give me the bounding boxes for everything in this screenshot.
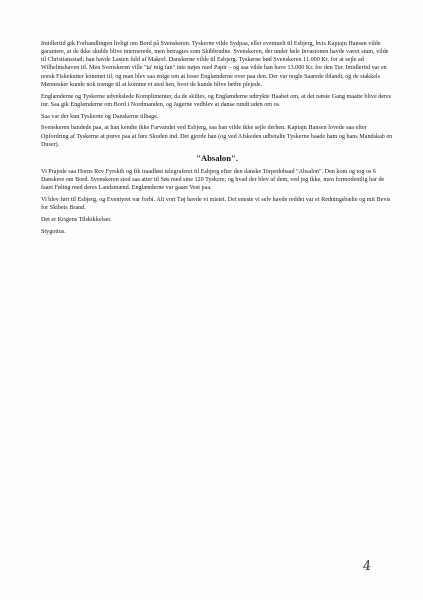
- paragraph-1: Imidlertid gik Forhandlingen livligt om Bord på Svenskeren. Tyskerne vilde Sydpaa, eller eventuelt til Esbjerg, hvis Kaptajn Hansen vilde garantere, at de ikke skulde blive internerede, men betragtes som Skibbrudne. Svenskeren, der under hele Invasionen havde været stum, vilde til Christiansstad; han havde Lasten fuld af Makrel. Danskerne vilde til Esbjerg. Tyskerne bød Svenskeren 11.000 Kr. for at sejle ad Wilhelmshaven til. Men Svenskeren ville "ta' mig fan" inte nøjes med Papir – og saa vilde han have 13.000 Kr. for den Tur. Imidlertid var en norsk Fiskekutter kommet til, og man blev saa enige om at losse Englænderne over paa den. Der var nogle Saarede iblandt, og de stakkels Mennesker kunde nok trænge til at komme et sted hen, hvor de kunde blive bedre plejede.: [41, 41, 389, 88]
- paragraph-6: Vi blev ført til Esbjerg, og Eventyret var forbi. Alt vort Tøj havde vi mistet. Det eneste vi selv havde reddet var et Redningsbælte og mit Bevis for Skibets Brand.: [41, 197, 391, 212]
- paragraph-4: Svenskeren bandede paa, at han kendte ikke Farvandet ved Esbjerg, saa han vilde ikke sejle derhen. Kaptajn Hansen lovede saa efter Opfordring af Tyskerne at prøve paa at føre Skuden ind. Det gjorde han (og ved Afskeden udbetalte Tyskerne baade ham og hans Mandskab en Duser).: [41, 125, 393, 148]
- signature: Stygotius.: [41, 228, 66, 235]
- paragraph-2: Englænderne og Tyskerne udvekslede Komplimenter, da de skiltes, og Englænderne udtrykte Haabet om, at det næste Gang maatte blive deres tur. Saa gik Englænderne om Bord i Nordmanden, og Jagerne vedblev at danse rundt uden om os.: [41, 93, 392, 108]
- paragraph-3: Saa var der kun Tyskerne og Danskerne tilbage.: [41, 113, 159, 120]
- paragraph-5: Vi Prajede saa Horns Rev Fyrskib og fik traadløst telegraferet til Esbjerg efter den danske Torpedobaad "Absalon". Den kom og tog os 6 Danskere om Bord. Svenskeren stod saa atter til Søs med sine 120 Tyskere; og hvad der blev af dem, ved jeg ikke, men formodentlig har de faaet Føling med deres Landsmænd. Englænderne var gaaet Vest paa.: [41, 168, 385, 192]
- handwritten-page-number: 4: [362, 558, 373, 575]
- section-heading: "Absalon".: [196, 152, 238, 163]
- paragraph-7: Det er Krigens Tilskikkelser.: [41, 217, 112, 224]
- document-body: [41, 40, 393, 240]
